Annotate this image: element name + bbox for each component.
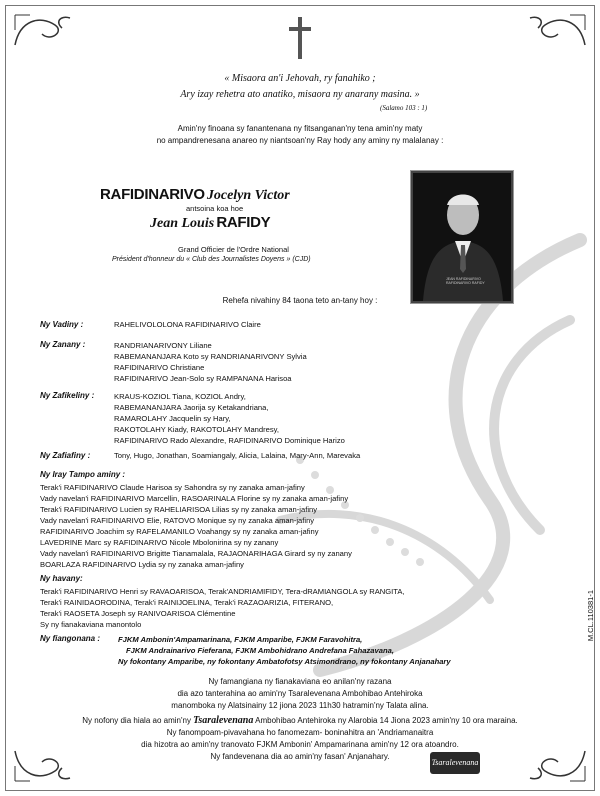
fiangonana-label: Ny fiangonana :	[40, 634, 101, 643]
reference-code: M.CL.110381-1	[586, 590, 595, 642]
iray-tampo-list	[40, 482, 352, 570]
bible-quote-line2: Ary izay rehetra ato anatiko, misaora ny anarany masina. »	[180, 89, 420, 100]
title-line1: Grand Officier de l'Ordre National	[178, 245, 289, 254]
vadiny-list	[114, 320, 261, 329]
tsaralevenana-name: Tsaralevenana	[193, 715, 254, 726]
closing-line3: manomboka ny Alatsinainy 12 jiona 2023 11h30 hatramin'ny Talata alina.	[171, 701, 429, 710]
zafikeliny-list	[114, 391, 345, 446]
aka-label: antsoina koa hoe	[186, 204, 244, 213]
cross-icon	[288, 16, 312, 60]
havany-item: Terak'i RAOSETA Joseph sy RANIVOARISOA Clémentine	[40, 609, 236, 618]
photo-caption: JEAN RAFIDINARIVO RAFIDINARIVO RAFIDY	[446, 277, 485, 286]
havany-list	[40, 586, 405, 630]
vadiny-item: RAHELIVOLOLONA RAFIDINARIVO Claire	[114, 320, 261, 329]
deceased-given-name: Jocelyn Victor	[206, 188, 290, 203]
bible-quote-line1: « Misaora an'i Jehovah, ry fanahiko ;	[224, 73, 376, 84]
zafiafiny-text: Tony, Hugo, Jonathan, Soamiangaly, Alicia, Lalaina, Mary-Ann, Marevaka	[114, 451, 361, 460]
fiangonana-list	[118, 634, 451, 667]
zafiafiny-label: Ny Zafiafiny :	[40, 451, 91, 460]
deceased-given-name2: Jean Louis	[150, 216, 215, 231]
zafikeliny-item: RABEMANANJARA Jaorija sy Ketakandriana,	[114, 403, 269, 412]
intro-line2: no ampandrenesana anareo ny niantsoan'ny Ray hody any aminy ny malalanay :	[156, 136, 444, 145]
closing-line2: dia azo tanterahina ao amin'ny Tsaralevenana Ambohibao Antehiroka	[177, 689, 423, 698]
iray-tampo-item: LAVEDRINE Marc sy RAFIDINARIVO Nicole Mbolonirina sy ny zanany	[40, 538, 279, 547]
closing-line6: dia hizotra ao amin'ny tranovato FJKM Ambonin' Ampamarinana amin'ny 12 ora atoandro.	[141, 740, 459, 749]
corner-ornament-top-right	[520, 10, 590, 50]
iray-tampo-item: Terak'i RAFIDINARIVO Lucien sy RAHELIARISOA Lilias sy ny zanaka aman-jafiny	[40, 505, 318, 514]
havany-item: Terak'i RAINIDAORODINA, Terak'i RAINIJOELINA, Terak'i RAZAOARIZIA, FITERANO,	[40, 598, 334, 607]
deceased-surname2: RAFIDY	[216, 214, 271, 231]
age-line: Rehefa nivahiny 84 taona teto an-tany hoy :	[222, 296, 378, 305]
zanany-item: RANDRIANARIVONY Liliane	[114, 341, 212, 350]
fiangonana-item: Ny fokontany Amparibe, ny fokontany Ambatofotsy Atsimondrano, ny fokontany Anjanahary	[118, 657, 451, 666]
deceased-name-line2	[150, 214, 450, 233]
havany-item: Terak'i RAFIDINARIVO Henri sy RAVAOARISOA, Terak'ANDRIAMIFIDY, Tera-dRAMIANGOLA sy RANGITA,	[40, 587, 405, 596]
zafikeliny-item: RAMAROLAHY Jacquelin sy Hary,	[114, 414, 231, 423]
iray-tampo-item: BOARLAZA RAFIDINARIVO Lydia sy ny zanaka aman-jafiny	[40, 560, 244, 569]
corner-ornament-top-left	[10, 10, 80, 50]
zanany-item: RAFIDINARIVO Jean-Solo sy RAMPANANA Harisoa	[114, 374, 292, 383]
zafikeliny-item: RAFIDINARIVO Rado Alexandre, RAFIDINARIVO Dominique Harizo	[114, 436, 345, 445]
zafikeliny-item: KRAUS-KOZIOL Tiana, KOZIOL Andry,	[114, 392, 246, 401]
zanany-item: RABEMANANJARA Koto sy RANDRIANARIVONY Sylvia	[114, 352, 307, 361]
zanany-list	[114, 340, 307, 384]
iray-tampo-item: RAFIDINARIVO Joachim sy RAFELAMANILO Voahangy sy ny zanaka aman-jafiny	[40, 527, 319, 536]
vadiny-label: Ny Vadiny :	[40, 320, 84, 329]
zanany-item: RAFIDINARIVO Christiane	[114, 363, 205, 372]
zafikeliny-label: Ny Zafikeliny :	[40, 391, 95, 400]
iray-tampo-item: Vady navelan'i RAFIDINARIVO Elie, RATOVO Monique sy ny zanaka aman-jafiny	[40, 516, 315, 525]
iray-tampo-item: Vady navelan'i RAFIDINARIVO Brigitte Tianamalala, RAJAONARIHAGA Girard sy ny zanany	[40, 549, 352, 558]
iray-tampo-item: Terak'i RAFIDINARIVO Claude Harisoa sy Sahondra sy ny zanaka aman-jafiny	[40, 483, 305, 492]
iray-tampo-item: Vady navelan'i RAFIDINARIVO Marcellin, RASOARINALA Florine sy ny zanaka aman-jafiny	[40, 494, 349, 503]
bible-reference: (Salamo 103 : 1)	[380, 104, 428, 112]
title-line2: Président d'honneur du « Club des Journalistes Doyens » (CJD)	[112, 256, 311, 263]
closing-line4: Ny nofony dia hiala ao amin'ny Tsaralevenana Ambohibao Antehiroka ny Alarobia 14 Jiona 2023 amin'ny 10 ora maraina.	[82, 715, 518, 726]
closing-line5: Ny fanompoam-pivavahana ho fanomezam- boninahitra an 'Andriamanaitra	[166, 728, 434, 737]
intro-line1: Amin'ny finoana sy fanantenana ny fitsanganan'ny tena amin'ny maty	[177, 124, 423, 133]
zafikeliny-item: RAKOTOLAHY Kiady, RAKOTOLAHY Mandresy,	[114, 425, 280, 434]
deceased-name-line1	[100, 186, 400, 205]
deceased-surname: RAFIDINARIVO	[100, 186, 205, 203]
iray-tampo-label: Ny Iray Tampo aminy :	[40, 470, 126, 479]
closing-line7: Ny fandevenana dia ao amin'ny fasan' Anjanahary.	[210, 752, 390, 761]
zanany-label: Ny Zanany :	[40, 340, 86, 349]
tsaralevenana-logo: Tsaralevenana	[430, 752, 480, 774]
havany-item: Sy ny fianakaviana manontolo	[40, 620, 142, 629]
havany-label: Ny havany:	[40, 574, 83, 583]
fiangonana-item: FJKM Ambonin'Ampamarinana, FJKM Amparibe, FJKM Faravohitra,	[118, 635, 363, 644]
fiangonana-item: FJKM Andrainarivo Fieferana, FJKM Ambohidrano Andrefana Fahazavana,	[126, 646, 394, 655]
closing-line1: Ny famangiana ny fianakaviana eo anilan'ny razana	[208, 677, 392, 686]
